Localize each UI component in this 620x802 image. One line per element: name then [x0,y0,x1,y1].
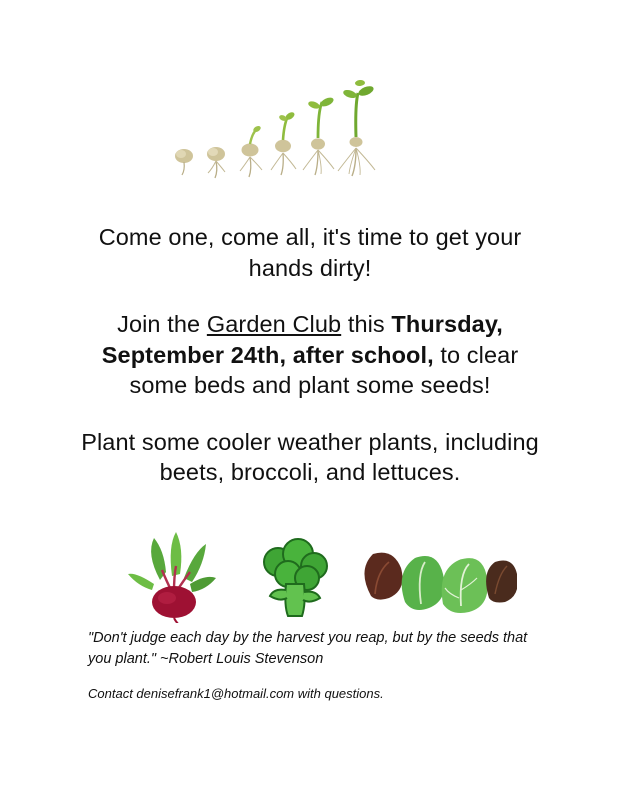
contact-text: Contact denisefrank1@hotmail.com with questions. [88,686,384,701]
plants-text: Plant some cooler weather plants, including beets, broccoli, and lettuces. [81,428,539,486]
details-paragraph [70,309,550,401]
broccoli-image [252,528,338,623]
flyer-body [70,222,550,488]
plants-paragraph [70,427,550,488]
lettuce-image [347,528,517,623]
garden-club-underlined: Garden Club [206,311,342,338]
quote-text: "Don't judge each day by the harvest you reap, but by the seeds that you plant." ~Robert Louis Stevenson [88,630,528,668]
headline-text: Come one, come all, it's time to get your hands dirty! [98,224,522,281]
details-this: this [341,311,392,338]
details-suffix: to clear some beds and plant some seeds! [129,341,519,399]
seed-germination-image [170,58,400,198]
beet-image [120,528,230,623]
headline-paragraph [70,222,550,283]
produce-image-row [112,528,512,623]
details-prefix: Join the [117,311,207,338]
event-date-bold: Thursday, September 24th, after school, [101,311,503,368]
